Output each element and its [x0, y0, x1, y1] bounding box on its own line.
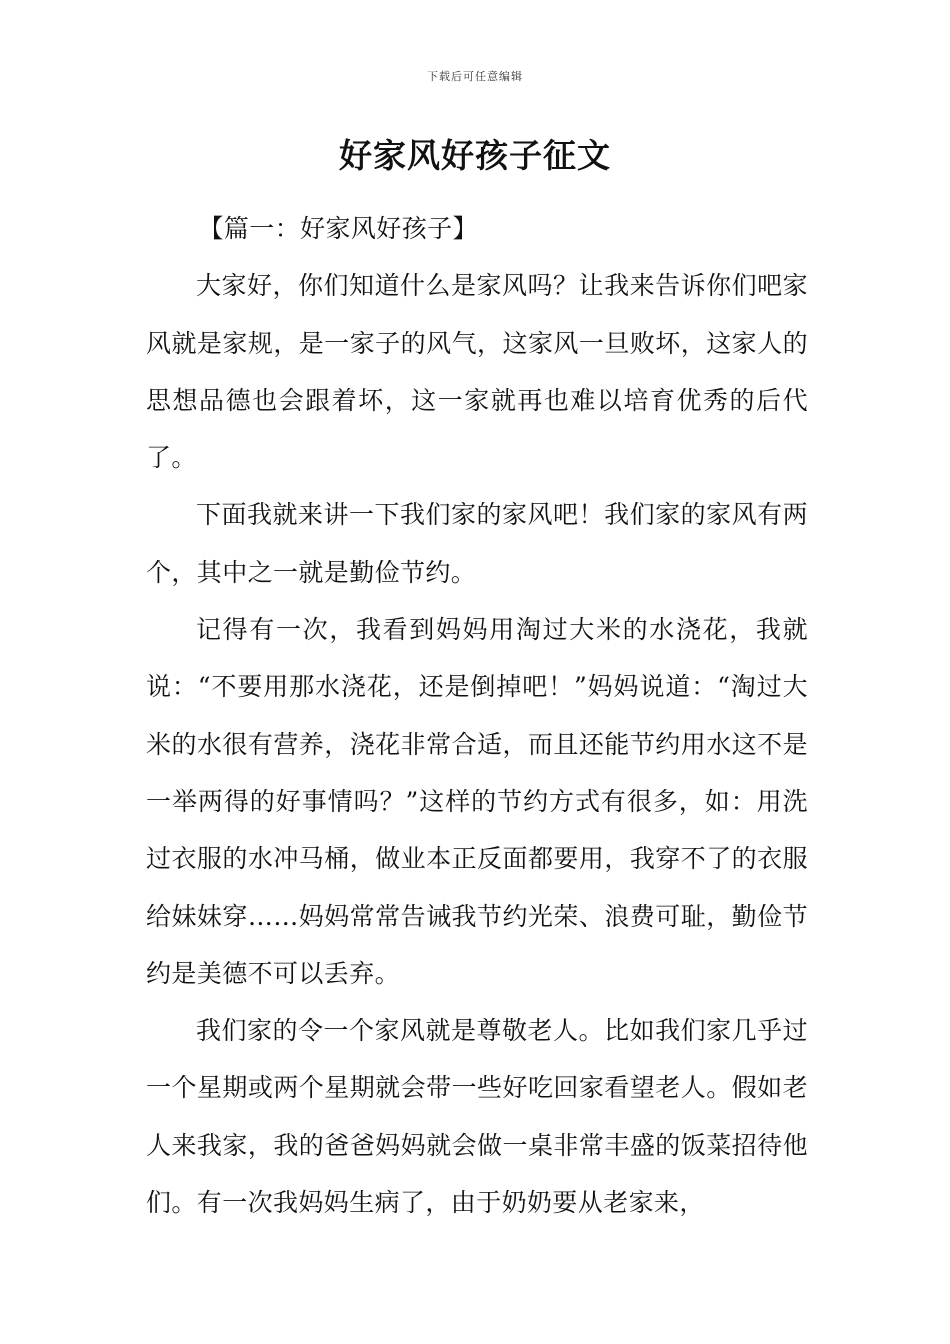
- document-title: 好家风好孩子征文: [339, 136, 611, 175]
- paragraph-thrift-story: 记得有一次，我看到妈妈用淘过大米的水浇花，我就说：“不要用那水浇花，还是倒掉吧！”妈妈说道：“淘过大米的水很有营养，浇花非常合适，而且还能节约用水这不是一举两得的好事情吗？”这样的节约方式有很多，如：用洗过衣服的水冲马桶，做业本正反面都要用，我穿不了的衣服给妹妹穿……妈妈常常告诫我节约光荣、浪费可耻，勤俭节约是美德不可以丢弃。: [146, 615, 808, 988]
- header-note: 下载后可任意编辑: [427, 70, 523, 83]
- section-heading: 【篇一：好家风好孩子】: [198, 214, 478, 243]
- document-body: [146, 200, 808, 1231]
- paragraph-thrift-intro: 下面我就来讲一下我们家的家风吧！我们家的家风有两个，其中之一就是勤俭节约。: [146, 500, 808, 587]
- paragraph-respect-elders: 我们家的令一个家风就是尊敬老人。比如我们家几乎过一个星期或两个星期就会带一些好吃回家看望老人。假如老人来我家，我的爸爸妈妈就会做一桌非常丰盛的饭菜招待他们。有一次我妈妈生病了，由于奶奶要从老家来，: [146, 1016, 808, 1218]
- paragraph-intro: 大家好，你们知道什么是家风吗？让我来告诉你们吧家风就是家规，是一家子的风气，这家风一旦败坏，这家人的思想品德也会跟着坏，这一家就再也难以培育优秀的后代了。: [146, 271, 808, 473]
